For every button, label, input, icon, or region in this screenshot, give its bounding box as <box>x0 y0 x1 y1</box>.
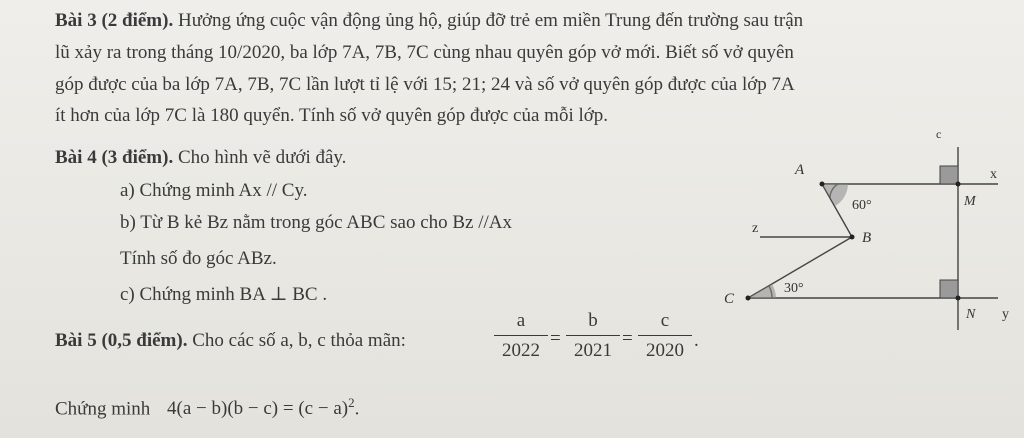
bai3-text-1: Hưởng ứng cuộc vận động ủng hộ, giúp đỡ trẻ em miền Trung đến trường sau trận <box>173 10 804 31</box>
bai3-line-2: lũ xảy ra trong tháng 10/2020, ba lớp 7A, 7B, 7C cùng nhau quyên góp vở mới. Biết số vở quyên <box>55 42 794 63</box>
angle-c-fill <box>748 284 776 298</box>
prove-end: . <box>354 398 360 420</box>
label-n: N <box>966 307 976 322</box>
prove-exponent: 2 <box>348 395 355 410</box>
point-b <box>850 235 855 240</box>
angle-c-label: 30° <box>784 281 804 296</box>
bai4-title: Bài 4 (3 điểm). <box>55 147 174 168</box>
right-angle-n <box>940 280 958 298</box>
angle-a-label: 60° <box>852 198 872 213</box>
equals-sign-2: = <box>622 328 633 349</box>
fraction-c-denominator: 2020 <box>646 340 684 361</box>
bai4-part-b: b) Từ B kẻ Bz nằm trong góc ABC sao cho Bz //Ax <box>120 212 513 233</box>
prove-expression: 4(a − b)(b − c) = (c − a) <box>167 398 349 420</box>
label-b: B <box>862 230 872 246</box>
fraction-a-numerator: a <box>516 310 526 331</box>
label-a: A <box>795 162 805 178</box>
label-x: x <box>990 167 997 182</box>
bai4-part-c: c) Chứng minh BA ⊥ BC . <box>120 284 328 305</box>
fraction-c-numerator: c <box>660 310 670 331</box>
label-c: C <box>724 291 735 307</box>
label-z: z <box>752 221 759 236</box>
fraction-a-denominator: 2022 <box>502 340 540 361</box>
prove-label: Chứng minh <box>55 398 151 420</box>
fraction-period: . <box>694 330 699 351</box>
bai3-line-4: ít hơn của lớp 7C là 180 quyển. Tính số vở quyên góp được của mỗi lớp. <box>55 105 609 126</box>
bai4-intro: Cho hình vẽ dưới đây. <box>173 147 347 168</box>
equals-sign-1: = <box>550 328 561 349</box>
point-c <box>746 296 751 301</box>
point-n <box>956 296 961 301</box>
bai4-part-a: a) Chứng minh Ax // Cy. <box>120 180 308 201</box>
label-m: M <box>964 194 976 209</box>
label-c-top: c <box>936 127 942 141</box>
bai5-title: Bài 5 (0,5 điểm). <box>55 330 188 351</box>
label-y: y <box>1002 307 1009 322</box>
bai3-title: Bài 3 (2 điểm). <box>55 10 174 31</box>
bai3-line-3: góp được của ba lớp 7A, 7B, 7C lần lượt tỉ lệ với 15; 21; 24 và số vở quyên góp được của lớp 7A <box>55 74 795 95</box>
fraction-b-denominator: 2021 <box>574 340 612 361</box>
bai4-part-b2: Tính số đo góc ABz. <box>120 248 277 269</box>
angle-a-fill <box>822 184 848 206</box>
bai5-intro: Cho các số a, b, c thỏa mãn: <box>187 330 406 351</box>
point-m <box>956 182 961 187</box>
point-a <box>820 182 825 187</box>
fraction-b-numerator: b <box>588 310 598 331</box>
right-angle-m <box>940 166 958 184</box>
